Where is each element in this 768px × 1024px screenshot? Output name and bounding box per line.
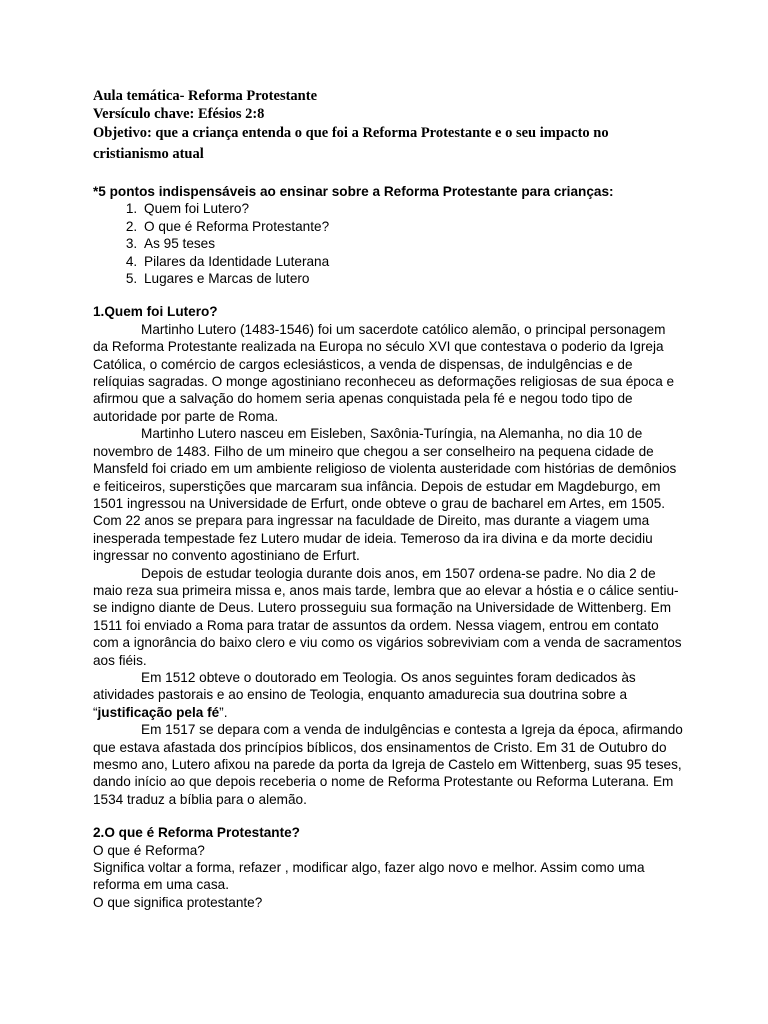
paragraph-text: ”. [219,704,228,720]
section-heading: 2.O que é Reforma Protestante? [93,825,300,841]
key-points-section [93,183,683,287]
document-page [93,87,683,911]
section-who-was-luther [93,303,683,808]
key-points-heading: *5 pontos indispensáveis ao ensinar sobre a Reforma Protestante para crianças: [93,184,614,199]
spacer [93,287,683,303]
list-item: 5. Lugares e Marcas de lutero [141,270,683,287]
paragraph-text: Em 1512 obteve o doutorado em Teologia. Os anos seguintes foram dedicados às atividades pastorais e ao ensino de Teologia, enquanto amadurecia sua doutrina sobre a “ [93,669,636,720]
list-item: 3. As 95 teses [141,235,683,252]
list-item: 1. Quem foi Lutero? [141,200,683,217]
spacer [93,808,683,824]
section-what-is-reformation [93,824,683,911]
paragraph: Martinho Lutero (1483-1546) foi um sacerdote católico alemão, o principal personagem da Reforma Protestante realizada na Europa no século XVI que contestava o poderio da Igreja Católica, o comércio de cargos eclesiásticos, a venda de dispensas, de indulgências e de relíquias sagradas. O monge agostiniano reconheceu as deformações religiosas de sua época e afirmou que a salvação do homem seria apenas conquistada pela fé e negou todo tipo de autoridade por parte de Roma. [93,321,675,424]
emphasis-text: justificação pela fé [97,704,220,720]
section-heading: 1.Quem foi Lutero? [93,304,218,320]
question: O que é Reforma? [93,842,205,858]
paragraph: Em 1517 se depara com a venda de indulgências e contesta a Igreja da época, afirmando que estava afastada dos princípios bíblicos, dos ensinamentos de Cristo. Em 31 de Outubro do mesmo ano, Lutero afixou na parede da porta da Igreja de Castelo em Wittenberg, suas 95 teses, dando início ao que depois receberia o nome de Reforma Protestante ou Reforma Luterana. Em 1534 traduz a bíblia para o alemão. [93,722,683,807]
paragraph: Depois de estudar teologia durante dois anos, em 1507 ordena-se padre. No dia 2 de maio reza sua primeira missa e, anos mais tarde, lembra que ao elevar a hóstia e o cálice sentiu-se indigno diante de Deus. Lutero prosseguiu sua formação na Universidade de Wittenberg. Em 1511 foi enviado a Roma para tratar de assuntos da ordem. Nessa viagem, entrou em contato com a ignorância do baixo clero e viu como os vigários sobreviviam com a venda de sacramentos aos fiéis. [93,565,682,668]
list-item: 2. O que é Reforma Protestante? [141,218,683,235]
key-points-list [93,200,683,287]
paragraph: Martinho Lutero nasceu em Eisleben, Saxônia-Turíngia, na Alemanha, no dia 10 de novembro de 1483. Filho de um mineiro que chegou a ser conselheiro na pequena cidade de Mansfeld foi criado em um ambiente religioso de violenta austeridade com histórias de demônios e feiticeiros, superstições que marcaram sua infância. Depois de estudar em Magdeburgo, em 1501 ingressou na Universidade de Erfurt, onde obteve o grau de bacharel em Artes, em 1505. Com 22 anos se prepara para ingressar na faculdade de Direito, mas durante a viagem uma inesperada tempestade fez Lutero mudar de ideia. Temeroso da ira divina e da morte decidiu ingressar no convento agostiniano de Erfurt. [93,426,677,564]
answer: Significa voltar a forma, refazer , modificar algo, fazer algo novo e melhor. Assim como uma reforma em uma casa. [93,860,645,893]
lesson-objective: Objetivo: que a criança entenda o que foi a Reforma Protestante e o seu impacto no cristianismo atual [93,125,609,162]
key-verse: Versículo chave: Efésios 2:8 [93,106,265,122]
list-item: 4. Pilares da Identidade Luterana [141,253,683,270]
question: O que significa protestante? [93,894,263,910]
spacer [93,165,683,183]
lesson-title: Aula temática- Reforma Protestante [93,88,317,104]
paragraph [93,669,683,721]
